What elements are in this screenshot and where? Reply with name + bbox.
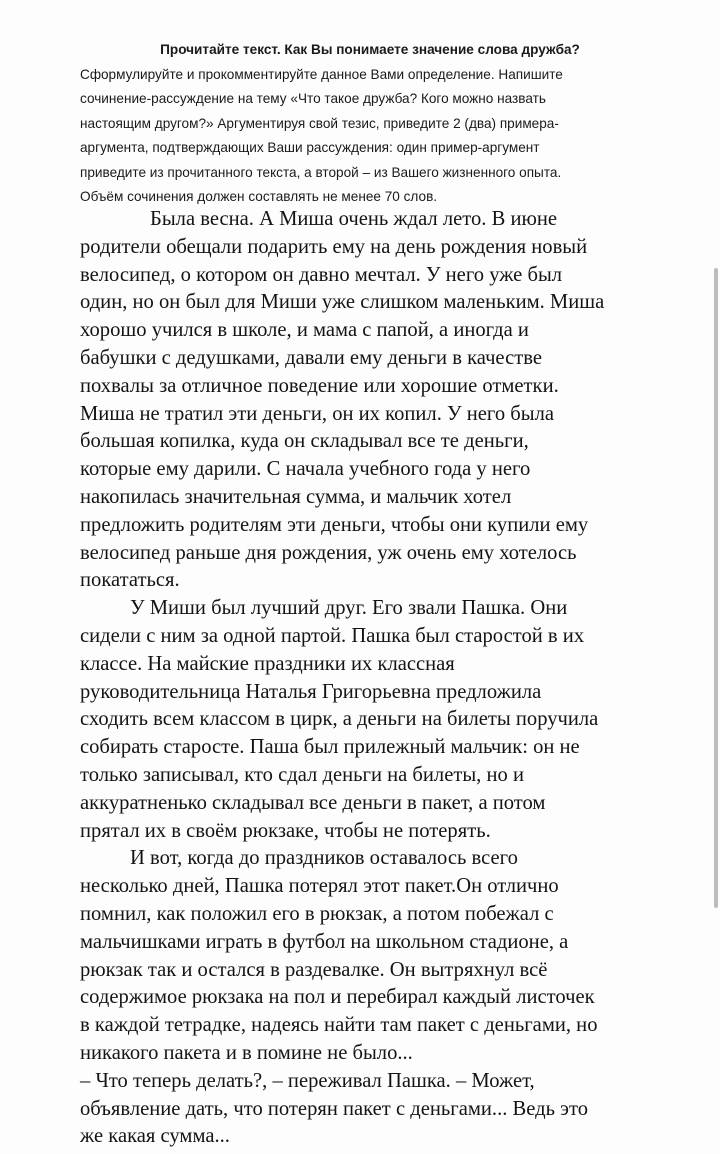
story-line: родители обещали подарить ему на день рождения новый — [80, 235, 588, 258]
story-line: руководительница Наталья Григорьевна предложила — [80, 680, 542, 703]
assignment-line: Объём сочинения должен составлять не менее 70 слов. — [80, 189, 438, 204]
story-line: мальчишками играть в футбол на школьном стадионе, а — [80, 930, 569, 953]
story-line: же какая сумма... — [80, 1125, 230, 1148]
story-line: аккуратненько складывал все деньги в пакет, а потом — [80, 791, 546, 814]
story-line: которые ему дарили. С начала учебного года у него — [80, 458, 531, 481]
story-line: большая копилка, куда он складывал все те деньги, — [80, 430, 529, 453]
story-line: содержимое рюкзака на пол и перебирал каждый листочек — [80, 986, 595, 1009]
story-line: несколько дней, Пашка потерял этот пакет.Он отлично — [80, 875, 559, 898]
assignment-heading: Прочитайте текст. Как Вы понимаете значение слова дружба? — [160, 42, 580, 57]
assignment-line: аргумента, подтверждающих Ваши рассуждения: один пример-аргумент — [80, 140, 540, 155]
story-line: никакого пакета и в помине не было... — [80, 1041, 413, 1064]
story-line: накопилась значительная сумма, и мальчик хотел — [80, 485, 512, 508]
scrollbar[interactable] — [714, 268, 718, 908]
assignment-line: настоящим другом?» Аргументируя свой тезис, приведите 2 (два) примера- — [80, 115, 559, 131]
story-line: рюкзак так и остался в раздевалке. Он вытряхнул всё — [80, 958, 548, 981]
story-line: хорошо учился в школе, и мама с папой, а иногда и — [80, 319, 529, 342]
story-line: Была весна. А Миша очень ждал лето. В июне — [150, 208, 558, 230]
story-line: Миша не тратил эти деньги, он их копил. У него была — [80, 402, 554, 425]
story-line: покататься. — [80, 569, 180, 592]
story-line: только записывал, кто сдал деньги на билеты, но и — [80, 763, 524, 786]
story-line: предложить родителям эти деньги, чтобы они купили ему — [80, 513, 589, 536]
story-line: сходить всем классом в цирк, а деньги на билеты поручила — [80, 708, 599, 731]
story-line: прятал их в своём рюкзаке, чтобы не потерять. — [80, 819, 491, 842]
story-line: собирать старосте. Паша был прилежный мальчик: он не — [80, 736, 580, 759]
story-line: помнил, как положил его в рюкзак, а потом побежал с — [80, 902, 554, 925]
story-text — [80, 206, 680, 1151]
assignment-line: сочинение-рассуждение на тему «Что такое дружба? Кого можно назвать — [80, 91, 546, 106]
story-line: велосипед, о котором он давно мечтал. У него уже был — [80, 263, 563, 286]
story-line: один, но он был для Миши уже слишком маленьким. Миша — [80, 291, 605, 314]
story-line: сидели с ним за одной партой. Пашка был старостой в их — [80, 624, 585, 647]
assignment-line: Сформулируйте и прокомментируйте данное Вами определение. Напишите — [80, 66, 563, 82]
story-line: велосипед раньше дня рождения, уж очень ему хотелось — [80, 541, 577, 564]
story-line: объявление дать, что потерян пакет с деньгами... Ведь это — [80, 1097, 588, 1120]
story-line: в каждой тетрадке, надеясь найти там пакет с деньгами, но — [80, 1014, 598, 1037]
story-line: классе. На майские праздники их классная — [80, 652, 455, 675]
story-line: И вот, когда до праздников оставалось всего — [130, 847, 518, 870]
story-line: – Что теперь делать?, – переживал Пашка. – Может, — [80, 1069, 535, 1092]
assignment-line: приведите из прочитанного текста, а второй – из Вашего жизненного опыта. — [80, 164, 562, 180]
story-line: У Миши был лучший друг. Его звали Пашка. Они — [130, 597, 568, 620]
story-line: бабушки с дедушками, давали ему деньги в качестве — [80, 346, 542, 369]
story-line: похвалы за отличное поведение или хорошие отметки. — [80, 374, 559, 397]
assignment-block — [80, 38, 660, 210]
